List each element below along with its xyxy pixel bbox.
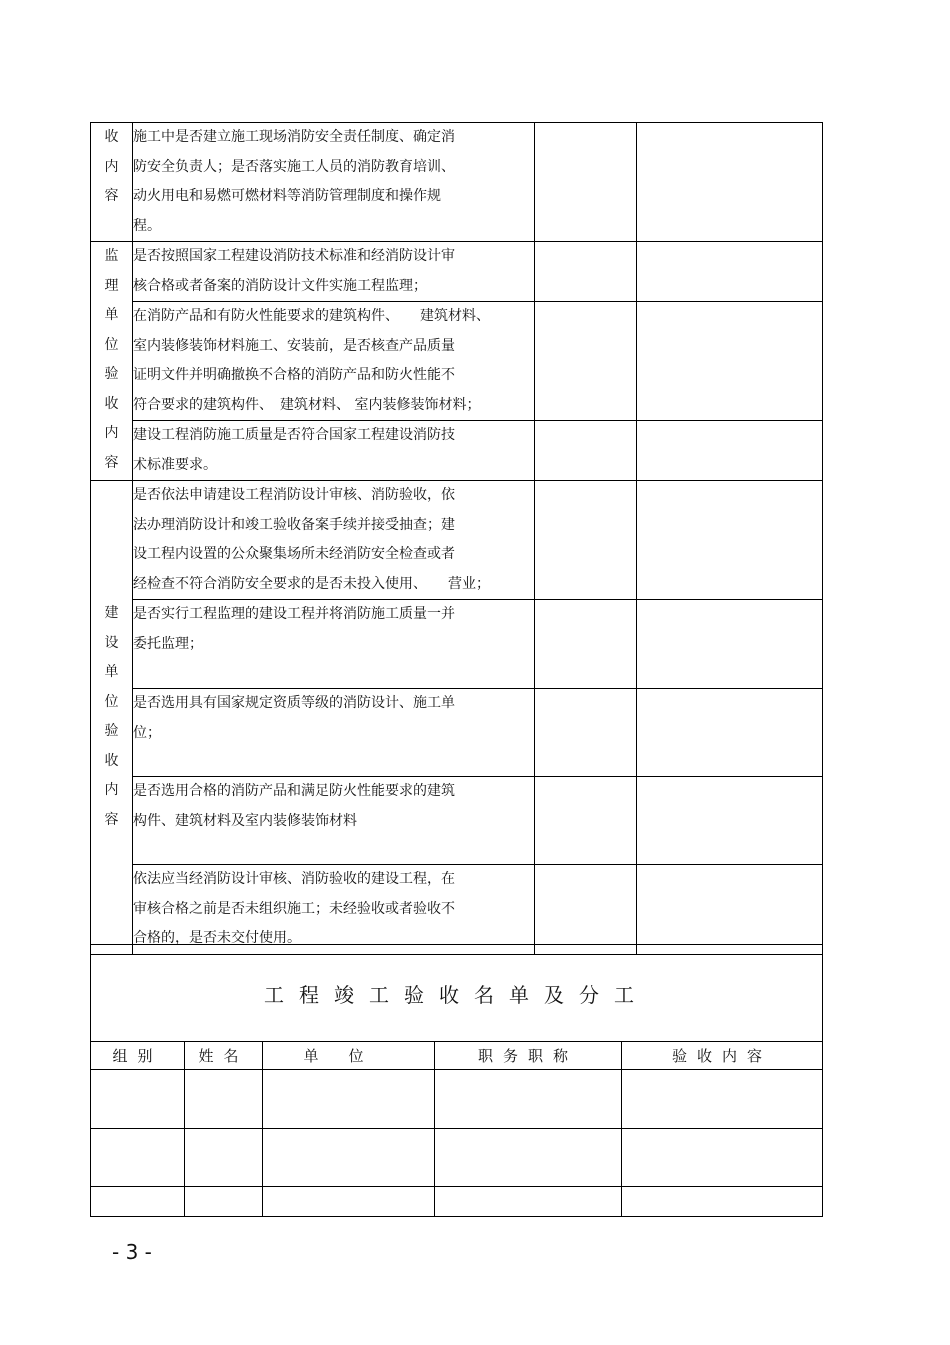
inspection-content-table	[90, 122, 823, 955]
roster-cell[interactable]	[622, 1070, 823, 1129]
remark-cell[interactable]	[637, 481, 823, 600]
roster-cell[interactable]	[263, 1129, 435, 1187]
remark-cell[interactable]	[637, 865, 823, 955]
header-title: 职务职称	[435, 1042, 622, 1070]
remark-cell[interactable]	[637, 242, 823, 302]
header-unit: 单位	[263, 1042, 435, 1070]
header-group: 组别	[91, 1042, 185, 1070]
result-cell[interactable]	[535, 242, 637, 302]
check-item: 施工中是否建立施工现场消防安全责任制度、确定消 防安全负责人；是否落实施工人员的消防教育培训、 动火用电和易燃可燃材料等消防管理制度和操作规 程。	[133, 123, 535, 242]
check-item: 是否依法申请建设工程消防设计审核、消防验收，依 法办理消防设计和竣工验收备案手续并接受抽查；建 设工程内设置的公众聚集场所未经消防安全检查或者 经检查不符合消防安全要求的是否未投入使用、 营业；	[133, 481, 535, 600]
result-cell[interactable]	[535, 689, 637, 777]
section-label-owner: 建 设 单 位 验 收 内 容	[91, 481, 133, 955]
roster-cell[interactable]	[435, 1070, 622, 1129]
roster-title: 工程竣工验收名单及分工	[91, 945, 823, 1042]
header-scope: 验收内容	[622, 1042, 823, 1070]
check-item: 依法应当经消防设计审核、消防验收的建设工程，在 审核合格之前是否未组织施工；未经验收或者验收不 合格的，是否未交付使用。	[133, 865, 535, 955]
result-cell[interactable]	[535, 481, 637, 600]
roster-cell[interactable]	[263, 1187, 435, 1217]
check-item: 是否按照国家工程建设消防技术标准和经消防设计审 核合格或者备案的消防设计文件实施工程监理；	[133, 242, 535, 302]
check-item: 是否选用合格的消防产品和满足防火性能要求的建筑 构件、建筑材料及室内装修装饰材料	[133, 777, 535, 865]
remark-cell[interactable]	[637, 689, 823, 777]
page-number: - 3 -	[112, 1240, 152, 1264]
header-name: 姓名	[185, 1042, 263, 1070]
acceptance-roster-table	[90, 944, 823, 1217]
result-cell[interactable]	[535, 865, 637, 955]
check-item: 是否实行工程监理的建设工程并将消防施工质量一并 委托监理；	[133, 600, 535, 689]
remark-cell[interactable]	[637, 421, 823, 481]
roster-cell[interactable]	[185, 1129, 263, 1187]
roster-cell[interactable]	[435, 1129, 622, 1187]
roster-cell[interactable]	[622, 1129, 823, 1187]
check-item: 是否选用具有国家规定资质等级的消防设计、施工单 位；	[133, 689, 535, 777]
result-cell[interactable]	[535, 123, 637, 242]
roster-cell[interactable]	[185, 1070, 263, 1129]
roster-cell[interactable]	[435, 1187, 622, 1217]
result-cell[interactable]	[535, 600, 637, 689]
roster-cell[interactable]	[91, 1187, 185, 1217]
roster-cell[interactable]	[91, 1129, 185, 1187]
roster-cell[interactable]	[263, 1070, 435, 1129]
remark-cell[interactable]	[637, 123, 823, 242]
remark-cell[interactable]	[637, 600, 823, 689]
roster-cell[interactable]	[185, 1187, 263, 1217]
check-item: 在消防产品和有防火性能要求的建筑构件、 建筑材料、 室内装修装饰材料施工、安装前，是否核查产品质量 证明文件并明确撤换不合格的消防产品和防火性能不 符合要求的建筑构件、 建筑材料、 室内装修装饰材料；	[133, 302, 535, 421]
remark-cell[interactable]	[637, 302, 823, 421]
result-cell[interactable]	[535, 777, 637, 865]
roster-cell[interactable]	[622, 1187, 823, 1217]
remark-cell[interactable]	[637, 777, 823, 865]
result-cell[interactable]	[535, 302, 637, 421]
section-label-construction: 收 内 容	[91, 123, 133, 242]
check-item: 建设工程消防施工质量是否符合国家工程建设消防技 术标准要求。	[133, 421, 535, 481]
result-cell[interactable]	[535, 421, 637, 481]
roster-cell[interactable]	[91, 1070, 185, 1129]
section-label-supervision: 监 理 单 位 验 收 内 容	[91, 242, 133, 481]
